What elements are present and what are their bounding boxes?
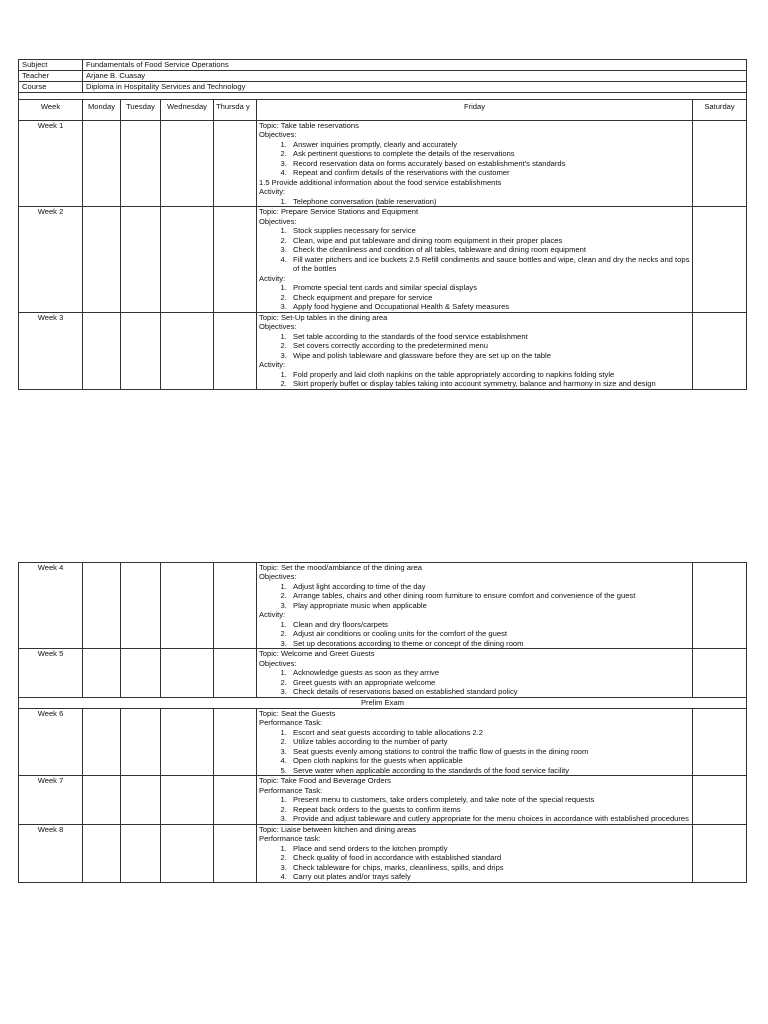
objectives-label: Performance Task:: [259, 785, 323, 795]
objective-item: 1. Present menu to customers, take orders completely, and take note of the special requests: [289, 795, 690, 804]
objective-item: 3. Provide and adjust tableware and cutlery appropriate for the menu choices in accordance with established procedures: [289, 814, 690, 823]
monday-cell: [83, 312, 121, 389]
wednesday-cell: [161, 649, 214, 697]
wednesday-cell: [161, 563, 214, 649]
week-label: Week 2: [19, 207, 83, 312]
header-friday: Friday: [257, 100, 693, 121]
thursday-cell: [214, 824, 257, 882]
activity-list: [259, 197, 690, 206]
objective-item: 3. Check details of reservations based on established standard policy: [289, 687, 690, 696]
objective-item: 1. Set table according to the standards of the food service establishment: [289, 332, 690, 341]
activity-item: 3. Set up decorations according to theme or concept of the dining room: [289, 639, 690, 648]
thursday-cell: [214, 563, 257, 649]
week-label: Week 1: [19, 121, 83, 207]
objective-item: 5. Serve water when applicable according to the standards of the food service facility: [289, 766, 690, 775]
week-row: [19, 776, 747, 824]
tuesday-cell: [121, 563, 161, 649]
objective-item: 4. Repeat and confirm details of the reservations with the customer: [289, 168, 690, 177]
objective-item: 3. Check tableware for chips, marks, cleanliness, spills, and drips: [289, 863, 690, 872]
objectives-label: Performance task:: [259, 834, 321, 844]
thursday-cell: [214, 207, 257, 312]
objectives-label: Objectives:: [259, 658, 297, 668]
objective-item: 4. Carry out plates and/or trays safely: [289, 872, 690, 881]
week-row: [19, 563, 747, 649]
objectives-label: Objectives:: [259, 322, 297, 332]
friday-content: [257, 312, 693, 389]
objective-item: 2. Clean, wipe and put tableware and dining room equipment in their proper places: [289, 236, 690, 245]
objective-item: 2. Repeat back orders to the guests to confirm items: [289, 805, 690, 814]
objectives-list: [259, 140, 690, 178]
page-2-weeks: [19, 563, 747, 883]
activity-label: Activity:: [259, 610, 286, 620]
topic-text: Topic: Liaise between kitchen and dining areas: [259, 824, 417, 834]
topic-text: Topic: Prepare Service Stations and Equipment: [259, 207, 419, 217]
saturday-cell: [693, 207, 747, 312]
monday-cell: [83, 207, 121, 312]
info-value: Fundamentals of Food Service Operations: [83, 60, 747, 71]
monday-cell: [83, 121, 121, 207]
objective-item: 4. Open cloth napkins for the guests when applicable: [289, 756, 690, 765]
info-value: Arjane B. Cuasay: [83, 71, 747, 82]
info-row-course: [19, 82, 747, 93]
prelim-exam-row: [19, 697, 747, 708]
thursday-cell: [214, 649, 257, 697]
activity-list: [259, 370, 690, 389]
objective-item: 1. Adjust light according to time of the day: [289, 582, 690, 591]
objectives-list: [259, 226, 690, 273]
info-value: Diploma in Hospitality Services and Technology: [83, 82, 747, 93]
objective-item: 2. Ask pertinent questions to complete the details of the reservations: [289, 149, 690, 158]
objective-item: 2. Set covers correctly according to the predetermined menu: [289, 341, 690, 350]
header-row: [19, 100, 747, 121]
schedule-table-page-1: [18, 59, 747, 390]
thursday-cell: [214, 312, 257, 389]
objective-item: 3. Play appropriate music when applicable: [289, 601, 690, 610]
objective-item: 2. Arrange tables, chairs and other dining room furniture to ensure comfort and convenience of the guest: [289, 591, 690, 600]
topic-text: Topic: Set the mood/ambiance of the dining area: [259, 563, 422, 572]
thursday-cell: [214, 708, 257, 775]
activity-item: 1. Fold properly and laid cloth napkins on the table appropriately according to napkins folding style: [289, 370, 690, 379]
header-saturday: Saturday: [693, 100, 747, 121]
friday-content: [257, 563, 693, 649]
objective-item: 3. Wipe and polish tableware and glassware before they are set up on the table: [289, 351, 690, 360]
objective-item: 4. Fill water pitchers and ice buckets 2.5 Refill condiments and sauce bottles and wipe, clean and dry the necks and tops of the bottles: [289, 255, 690, 274]
page-1-weeks: [19, 121, 747, 390]
saturday-cell: [693, 824, 747, 882]
friday-content: [257, 207, 693, 312]
saturday-cell: [693, 649, 747, 697]
saturday-cell: [693, 312, 747, 389]
tuesday-cell: [121, 207, 161, 312]
objective-item: 3. Check the cleanliness and condition of all tables, tableware and dining room equipment: [289, 245, 690, 254]
saturday-cell: [693, 708, 747, 775]
friday-content: [257, 649, 693, 697]
header-wednesday: Wednesday: [161, 100, 214, 121]
header-thursday: Thursda y: [214, 100, 257, 121]
info-label: Course: [19, 82, 83, 93]
prelim-exam-label: Prelim Exam: [19, 697, 747, 708]
activity-label: Activity:: [259, 187, 286, 197]
objectives-label: Performance Task:: [259, 718, 323, 728]
week-label: Week 7: [19, 776, 83, 824]
objective-item: 1. Stock supplies necessary for service: [289, 226, 690, 235]
objectives-label: Objectives:: [259, 130, 297, 140]
objective-note: 1.5 Provide additional information about the food service establishments: [259, 177, 502, 187]
saturday-cell: [693, 121, 747, 207]
tuesday-cell: [121, 708, 161, 775]
week-row: [19, 207, 747, 312]
monday-cell: [83, 649, 121, 697]
saturday-cell: [693, 776, 747, 824]
topic-text: Topic: Take Food and Beverage Orders: [259, 776, 391, 786]
objectives-list: [259, 844, 690, 882]
objectives-label: Objectives:: [259, 216, 297, 226]
wednesday-cell: [161, 708, 214, 775]
info-label: Subject: [19, 60, 83, 71]
friday-content: [257, 824, 693, 882]
objective-item: 3. Seat guests evenly among stations to control the traffic flow of guests in the dining room: [289, 747, 690, 756]
wednesday-cell: [161, 207, 214, 312]
week-row: [19, 312, 747, 389]
topic-text: Topic: Welcome and Greet Guests: [259, 649, 375, 659]
objective-item: 3. Record reservation data on forms accurately based on establishment's standards: [289, 159, 690, 168]
tuesday-cell: [121, 312, 161, 389]
header-monday: Monday: [83, 100, 121, 121]
week-label: Week 8: [19, 824, 83, 882]
objectives-list: [259, 332, 690, 360]
monday-cell: [83, 776, 121, 824]
activity-list: [259, 620, 690, 648]
week-label: Week 4: [19, 563, 83, 649]
friday-content: [257, 708, 693, 775]
week-label: Week 5: [19, 649, 83, 697]
info-row-subject: [19, 60, 747, 71]
activity-item: 3. Apply food hygiene and Occupational Health & Safety measures: [289, 302, 690, 311]
activity-item: 2. Adjust air conditions or cooling units for the comfort of the guest: [289, 629, 690, 638]
friday-content: [257, 121, 693, 207]
objectives-label: Objectives:: [259, 572, 297, 582]
saturday-cell: [693, 563, 747, 649]
activity-label: Activity:: [259, 360, 286, 370]
objective-item: 1. Answer inquiries promptly, clearly and accurately: [289, 140, 690, 149]
header-week: Week: [19, 100, 83, 121]
objectives-list: [259, 728, 690, 775]
week-row: [19, 649, 747, 697]
wednesday-cell: [161, 121, 214, 207]
activity-item: 1. Clean and dry floors/carpets: [289, 620, 690, 629]
monday-cell: [83, 708, 121, 775]
topic-text: Topic: Set-Up tables in the dining area: [259, 312, 388, 322]
objective-item: 2. Utilize tables according to the number of party: [289, 737, 690, 746]
monday-cell: [83, 563, 121, 649]
week-label: Week 6: [19, 708, 83, 775]
header-tuesday: Tuesday: [121, 100, 161, 121]
info-row-teacher: [19, 71, 747, 82]
week-row: [19, 824, 747, 882]
week-row: [19, 121, 747, 207]
activity-item: 2. Skirt properly buffet or display tables taking into account symmetry, balance and harmony in size and design: [289, 379, 690, 388]
objectives-list: [259, 795, 690, 823]
schedule-table-page-2: [18, 562, 747, 883]
week-row: [19, 708, 747, 775]
activity-label: Activity:: [259, 273, 286, 283]
topic-text: Topic: Seat the Guests: [259, 708, 336, 718]
objective-item: 2. Greet guests with an appropriate welcome: [289, 678, 690, 687]
tuesday-cell: [121, 776, 161, 824]
tuesday-cell: [121, 824, 161, 882]
activity-list: [259, 283, 690, 311]
thursday-cell: [214, 776, 257, 824]
spacer-row: [19, 93, 747, 100]
wednesday-cell: [161, 776, 214, 824]
wednesday-cell: [161, 824, 214, 882]
tuesday-cell: [121, 649, 161, 697]
activity-item: 2. Check equipment and prepare for service: [289, 293, 690, 302]
objectives-list: [259, 582, 690, 610]
objective-item: 2. Check quality of food in accordance with established standard: [289, 853, 690, 862]
thursday-cell: [214, 121, 257, 207]
objective-item: 1. Acknowledge guests as soon as they arrive: [289, 668, 690, 677]
objective-item: 1. Escort and seat guests according to table allocations 2.2: [289, 728, 690, 737]
monday-cell: [83, 824, 121, 882]
wednesday-cell: [161, 312, 214, 389]
topic-text: Topic: Take table reservations: [259, 121, 359, 130]
objective-item: 1. Place and send orders to the kitchen promptly: [289, 844, 690, 853]
activity-item: 1. Telephone conversation (table reservation): [289, 197, 690, 206]
week-label: Week 3: [19, 312, 83, 389]
info-label: Teacher: [19, 71, 83, 82]
tuesday-cell: [121, 121, 161, 207]
activity-item: 1. Promote special tent cards and similar special displays: [289, 283, 690, 292]
friday-content: [257, 776, 693, 824]
objectives-list: [259, 668, 690, 696]
